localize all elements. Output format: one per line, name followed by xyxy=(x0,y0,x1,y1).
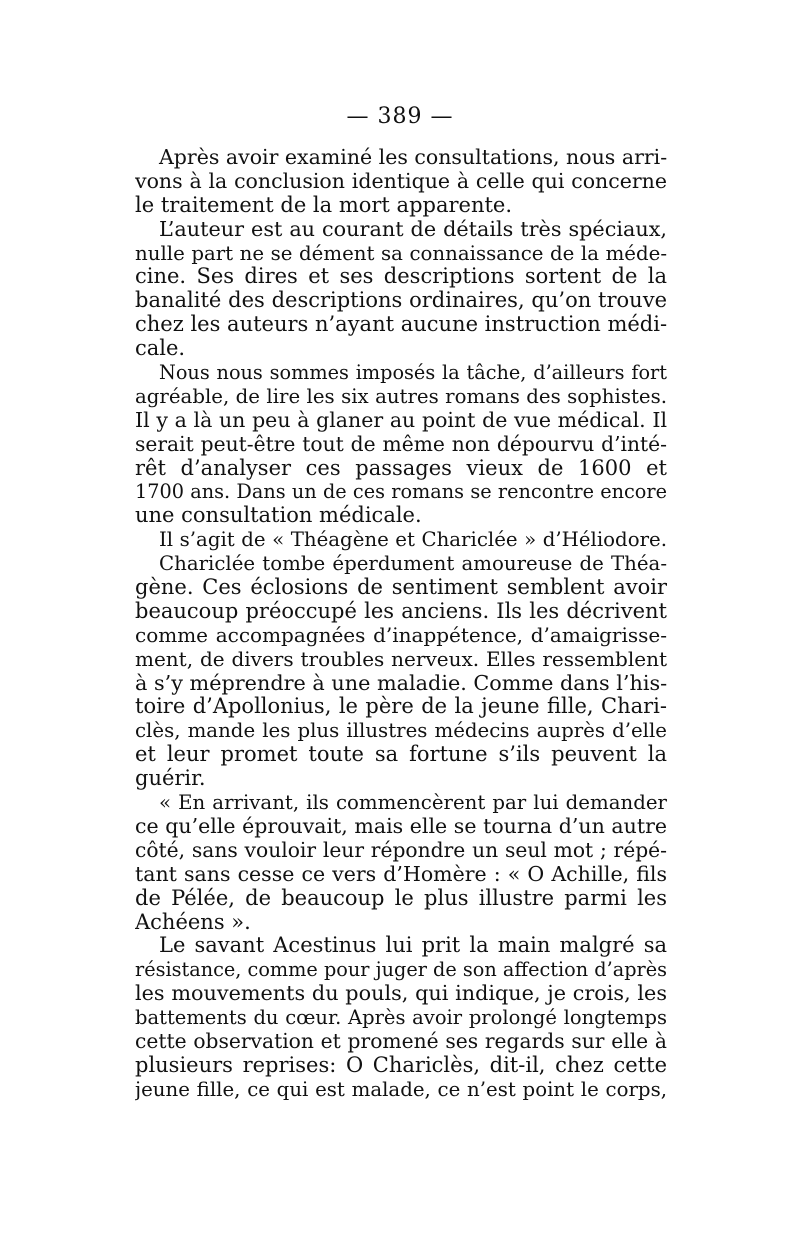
text-line: cette observation et promené ses regards sur elle à xyxy=(135,1029,667,1053)
text-line: gène. Ces éclosions de sentiment semblent avoir xyxy=(135,576,667,600)
text-line: côté, sans vouloir leur répondre un seul mot ; répé- xyxy=(135,838,667,862)
text-line: nulle part ne se dément sa connaissance de la méde- xyxy=(135,241,667,265)
text-line: ment, de divers troubles nerveux. Elles ressemblent xyxy=(135,647,667,671)
text-line: Nous nous sommes imposés la tâche, d’ailleurs fort xyxy=(159,361,667,385)
text-line: agréable, de lire les six autres romans des sophistes. xyxy=(135,384,667,408)
text-line: battements du cœur. Après avoir prolongé longtemps xyxy=(135,1006,667,1030)
text-line: Il s’agit de « Théagène et Chariclée » d’Héliodore. xyxy=(159,528,667,552)
text-line: L’auteur est au courant de détails très spéciaux, xyxy=(159,217,667,241)
body-text xyxy=(135,146,667,1102)
text-line: serait peut-être tout de même non dépourvu d’inté- xyxy=(135,432,667,456)
text-line: Chariclée tombe éperdument amoureuse de Théa- xyxy=(159,552,667,576)
text-line: 1700 ans. Dans un de ces romans se rencontre encore xyxy=(135,480,667,504)
text-line: les mouvements du pouls, qui indique, je crois, les xyxy=(135,982,667,1006)
text-line: de Pélée, de beaucoup le plus illustre parmi les xyxy=(135,886,667,910)
page-number: — 389 — xyxy=(346,104,454,129)
text-line: beaucoup préoccupé les anciens. Ils les décrivent xyxy=(135,599,667,623)
text-line: guérir. xyxy=(135,767,206,791)
text-line: Achéens ». xyxy=(135,910,251,934)
text-line: à s’y méprendre à une maladie. Comme dans l’his- xyxy=(135,671,667,695)
text-line: Il y a là un peu à glaner au point de vue médical. Il xyxy=(135,408,667,432)
text-line: une consultation médicale. xyxy=(135,504,422,528)
text-line: cine. Ses dires et ses descriptions sortent de la xyxy=(135,265,667,289)
text-line: rêt d’analyser ces passages vieux de 1600 et xyxy=(135,456,667,480)
text-line: ce qu’elle éprouvait, mais elle se tourna d’un autre xyxy=(135,814,667,838)
text-line: jeune fille, ce qui est malade, ce n’est point le corps, xyxy=(135,1077,667,1101)
text-line: Le savant Acestinus lui prit la main malgré sa xyxy=(159,934,667,958)
text-line: cale. xyxy=(135,337,186,361)
text-line: toire d’Apollonius, le père de la jeune fille, Chari- xyxy=(135,695,667,719)
text-line: banalité des descriptions ordinaires, qu’on trouve xyxy=(135,289,667,313)
text-line: comme accompagnées d’inappétence, d’amaigrisse- xyxy=(135,623,667,647)
text-line: « En arrivant, ils commencèrent par lui demander xyxy=(159,791,667,815)
text-line: résistance, comme pour juger de son affection d’après xyxy=(135,958,667,982)
text-line: plusieurs reprises: O Chariclès, dit-il, chez cette xyxy=(135,1053,667,1077)
text-line: chez les auteurs n’ayant aucune instruction médi- xyxy=(135,313,667,337)
text-line: et leur promet toute sa fortune s’ils peuvent la xyxy=(135,743,667,767)
text-line: vons à la conclusion identique à celle qui concerne xyxy=(135,169,667,193)
text-line: tant sans cesse ce vers d’Homère : « O Achille, fils xyxy=(135,862,667,886)
text-line: Après avoir examiné les consultations, nous arri- xyxy=(159,146,667,169)
text-line: clès, mande les plus illustres médecins auprès d’elle xyxy=(135,719,667,743)
text-line: le traitement de la mort apparente. xyxy=(135,193,513,217)
